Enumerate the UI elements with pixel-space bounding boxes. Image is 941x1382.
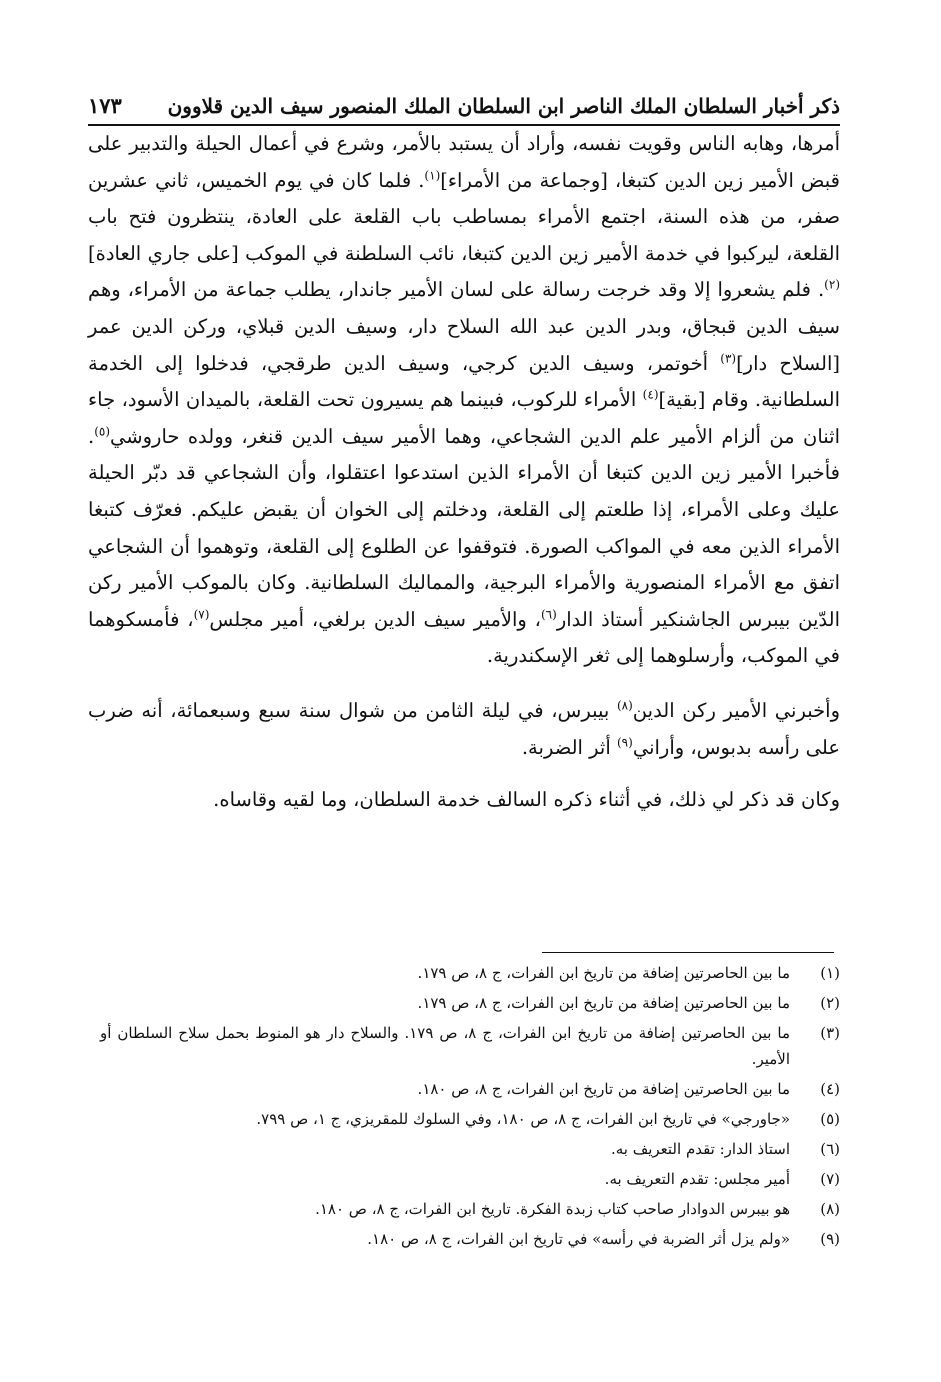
footnote-text: ما بين الحاصرتين إضافة من تاريخ ابن الفرات، ج ٨، ص ١٨٠.: [417, 1080, 790, 1098]
text-run: . فلم يشعروا إلا وقد خرجت رسالة على لسان الأمير جاندار، يطلب جماعة من الأمراء، وهم سيف الدين قبجاق، وبدر الدين عبد الله السلاح دار، وسيف الدين قبلاي، وركن الدين عمر [السلاح دار]: [88, 278, 840, 375]
footnote: [100, 1166, 840, 1192]
text-run: ، فأمسكوهما في الموكب، وأرسلوهما إلى ثغر الإسكندرية.: [88, 607, 840, 668]
footnote: [100, 1106, 840, 1132]
footnote-text: استاذ الدار: تقدم التعريف به.: [610, 1140, 790, 1158]
footnote-text: «ولم يزل أثر الضربة في رأسه» في تاريخ ابن الفرات، ج ٨، ص ١٨٠.: [367, 1230, 790, 1248]
footnote-ref-9: (٩): [616, 735, 633, 749]
footnote-number: (٥): [820, 1110, 840, 1128]
running-head: ذكر أخبار السلطان الملك الناصر ابن السلطان الملك المنصور سيف الدين قلاوون: [167, 94, 840, 118]
footnote-ref-1: (١): [424, 168, 441, 183]
page-number: ١٧٣: [88, 93, 122, 118]
footnote-ref-2: (٢): [824, 277, 840, 292]
footnote: [100, 1226, 840, 1252]
footnote-number: (٧): [820, 1170, 840, 1188]
text-run: وأخبرني الأمير ركن الدين: [632, 698, 840, 722]
text-run: الأمراء للركوب، فبينما هم يسيرون تحت القلعة، بالميدان الأسود، جاء اثنان من ألزام الأمير علم الدين الشجاعي، وهما الأمير سيف الدين قنغر، وولده حاروشي: [88, 388, 840, 448]
text-run: أمرها، وهابه الناس وقويت نفسه، وأراد أن يستبد بالأمر، وشرع في أعمال الحيلة والتدبير على قبض الأمير زين الدين كتبغا، [وجماعة من الأمراء]: [88, 132, 840, 192]
footnote-text: هو بيبرس الدوادار صاحب كتاب زبدة الفكرة. تاريخ ابن الفرات، ج ٨، ص ١٨٠.: [315, 1200, 790, 1218]
footnote-text: ما بين الحاصرتين إضافة من تاريخ ابن الفرات، ج ٨، ص ١٧٩.: [417, 994, 790, 1012]
footnote-ref-3: (٣): [720, 351, 737, 366]
footnote-separator: [542, 952, 834, 953]
footnote-number: (٣): [820, 1024, 840, 1042]
footnote-ref-7: (٧): [193, 607, 210, 622]
footnote-ref-5: (٥): [94, 424, 111, 439]
footnote: [100, 990, 840, 1016]
paragraph-2: [88, 693, 840, 766]
text-run: . فأخبرا الأمير زين الدين كتبغا أن الأمراء الذين استدعوا اعتقلوا، وأن الشجاعي قد دبّر الحيلة عليك وعلى الأمراء، إذا طلعتم إلى القلعة، ودخلتم إلى الخوان أن يقبض عليكم. فعرّف كتبغا الأمراء الذين معه في المواكب الصورة. فتوقفوا عن الطلوع إلى القلعة، وتوهموا أن الشجاعي اتفق مع الأمراء المنصورية والأمراء البرجية، والمماليك السلطانية. وكان بالموكب الأمير ركن الدّين بيبرس الجاشنكير أستاذ الدار: [88, 424, 841, 631]
footnotes: [100, 960, 840, 1256]
text-run: أثر الضربة.: [521, 735, 617, 759]
footnote-ref-8: (٨): [616, 698, 633, 713]
footnote-number: (٤): [820, 1080, 840, 1098]
footnote-text: أمير مجلس: تقدم التعريف به.: [604, 1170, 790, 1188]
footnote-number: (٦): [820, 1140, 840, 1158]
footnote-number: (١): [820, 964, 840, 982]
footnote-ref-4: (٤): [642, 387, 659, 402]
paragraph-1: [88, 126, 840, 675]
text-run: أخوتمر، وسيف الدين كرجي، وسيف الدين طرقجي، فدخلوا إلى الخدمة السلطانية. وقام [بقية]: [88, 351, 841, 412]
text-run: . فلما كان في يوم الخميس، ثاني عشرين صفر، من هذه السنة، اجتمع الأمراء بمساطب باب القلعة على العادة، ينتظرون فتح باب القلعة، ليركبوا في خدمة الأمير زين الدين كتبغا، نائب السلطنة في الموكب [على جاري العادة]: [88, 168, 840, 265]
main-text: [88, 126, 840, 819]
footnote-text: ما بين الحاصرتين إضافة من تاريخ ابن الفرات، ج ٨، ص ١٧٩.: [417, 964, 790, 982]
footnote: [100, 1136, 840, 1162]
footnote-text: «جاورجي» في تاريخ ابن الفرات، ج ٨، ص ١٨٠، وفي السلوك للمقريزي، ج ١، ص ٧٩٩.: [256, 1110, 790, 1128]
footnote-text: ما بين الحاصرتين إضافة من تاريخ ابن الفرات، ج ٨، ص ١٧٩. والسلاح دار هو المنوط بحمل سلاح السلطان أو الأمير.: [100, 1024, 790, 1068]
footnote: [100, 960, 840, 986]
footnote-number: (٨): [820, 1200, 840, 1218]
footnote-number: (٢): [820, 994, 840, 1012]
footnote: [100, 1076, 840, 1102]
footnote: [100, 1196, 840, 1222]
paragraph-3: وكان قد ذكر لي ذلك، في أثناء ذكره السالف خدمة السلطان، وما لقيه وقاساه.: [213, 788, 840, 812]
footnote-ref-6: (٦): [540, 607, 557, 622]
footnote: [100, 1020, 840, 1072]
text-run: ، والأمير سيف الدين برلغي، أمير مجلس: [209, 607, 541, 631]
page-header: [88, 80, 840, 126]
text-run: بيبرس، في ليلة الثامن من شوال سنة سبع وسبعمائة، أنه ضرب على رأسه بدبوس، وأراني: [88, 698, 840, 759]
footnote-number: (٩): [820, 1230, 840, 1248]
